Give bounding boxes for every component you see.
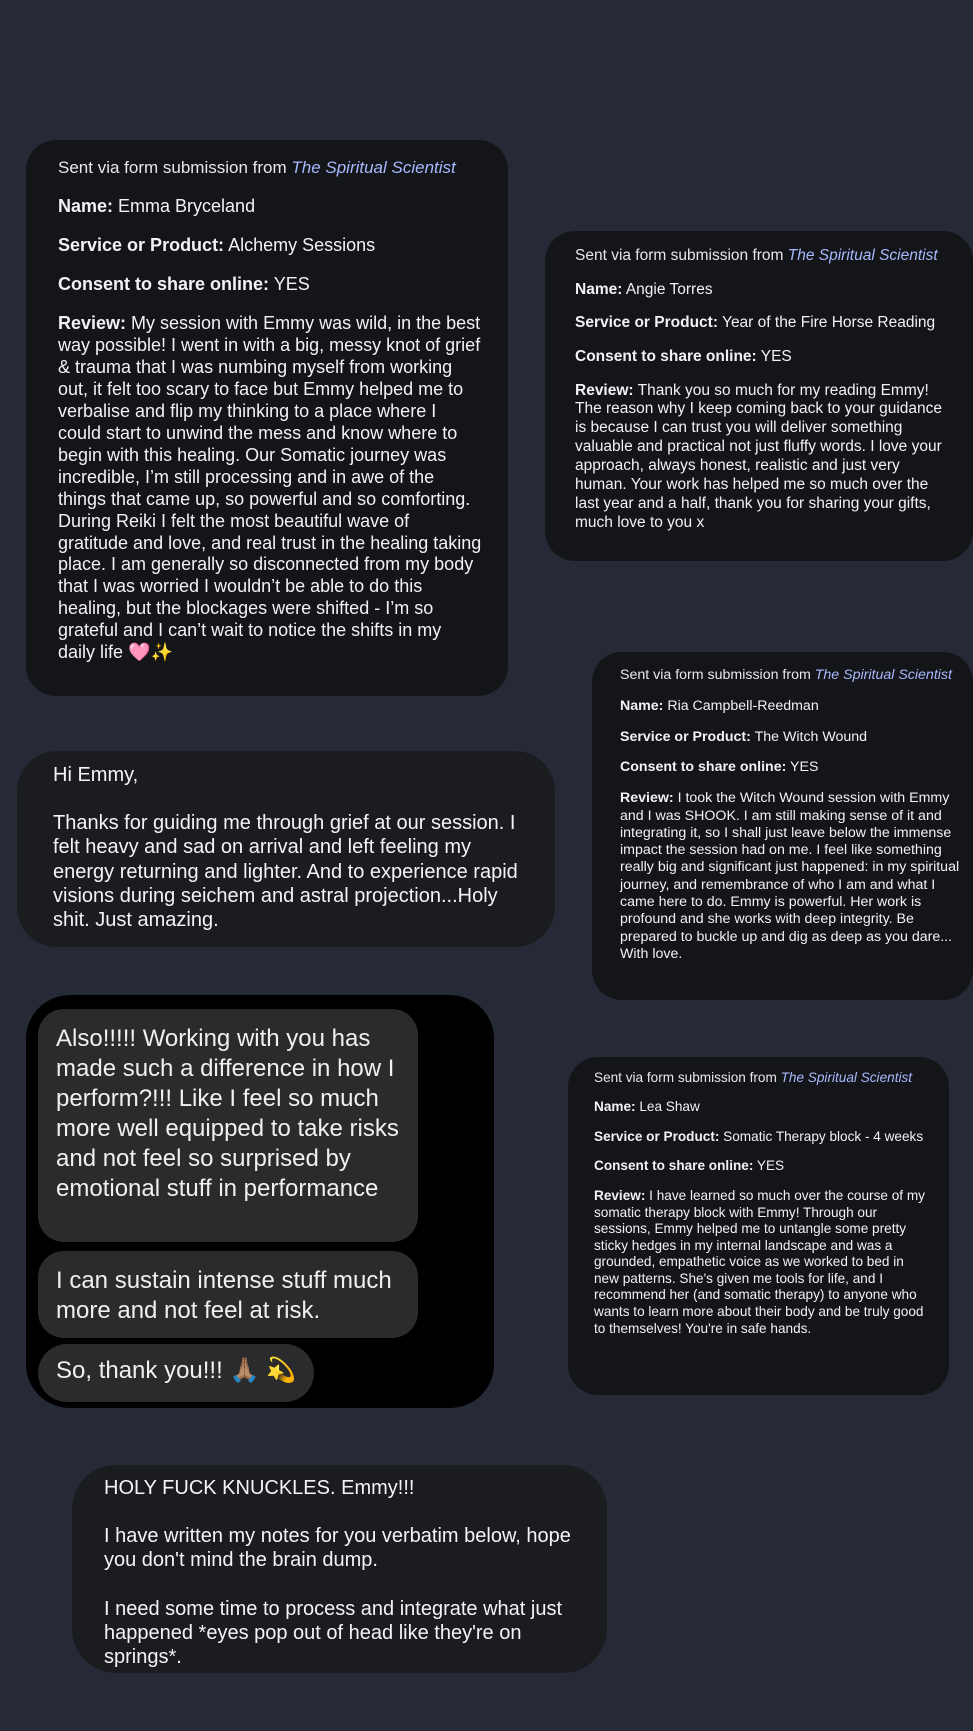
message-line: I need some time to process and integrate what just happened *eyes pop out of head like they're on springs*. xyxy=(104,1597,563,1668)
consent-field: Consent to share online: YES xyxy=(594,1158,785,1174)
consent-field: Consent to share online: YES xyxy=(575,347,792,365)
form-source-line: Sent via form submission from The Spiritual Scientist xyxy=(594,1070,913,1085)
name-field: Name: Emma Bryceland xyxy=(58,195,256,216)
message-body: Thanks for guiding me through grief at our session. I felt heavy and sad on arrival and left feeling my energy returning and lighter. And to experience rapid visions during seichem and astral projection...Holy shit. Just amazing. xyxy=(53,812,518,931)
source-link[interactable]: The Spiritual Scientist xyxy=(291,158,456,177)
message-greeting: Hi Emmy, xyxy=(53,764,139,786)
chat-thread xyxy=(26,995,494,1408)
service-field: Service or Product: Year of the Fire Horse Reading xyxy=(575,314,936,332)
review-field: Review: Thank you so much for my reading Emmy! The reason why I keep coming back to your guidance is because I can trust you will deliver something valuable and practical not just fluffy words. I love your approach, always honest, realistic and just very human. Your work has helped me so much over the last year and a half, thank you for sharing your gifts, much love to you x xyxy=(575,381,943,531)
source-link[interactable]: The Spiritual Scientist xyxy=(787,247,938,264)
review-field: Review: My session with Emmy was wild, in the best way possible! I went in with a big, messy knot of grief & trauma that I was numbing myself from working out, it felt too scary to face but Emmy helped me to verbalise and flip my thinking to a place where I could start to unwind the mess and know where to begin with this healing. Our Somatic journey was incredible, I’m still processing and in awe of the things that came up, so powerful and so comforting. During Reiki I felt the most beautiful wave of gratitude and love, and real trust in the healing taking place. I am generally so disconnected from my body that I was worried I wouldn’t be able to do this healing, but the blockages were shifted - I’m so grateful and I can’t wait to notice the shifts in my daily life 🩷✨ xyxy=(58,312,482,663)
review-card-ria xyxy=(592,652,973,1000)
message-card-notes xyxy=(72,1465,607,1673)
service-field: Service or Product: The Witch Wound xyxy=(620,728,868,745)
form-source-line: Sent via form submission from The Spiritual Scientist xyxy=(620,667,952,683)
message-card-grief xyxy=(17,751,555,947)
chat-bubble: So, thank you!!! 🙏🏽 💫 xyxy=(38,1344,314,1402)
review-card-emma xyxy=(26,140,508,696)
source-link[interactable]: The Spiritual Scientist xyxy=(814,667,952,683)
consent-field: Consent to share online: YES xyxy=(58,273,310,294)
chat-bubble: Also!!!!! Working with you has made such a difference in how I perform?!!! Like I feel so much more well equipped to take risks and not feel so surprised by emotional stuff in performance xyxy=(38,1009,418,1242)
source-link[interactable]: The Spiritual Scientist xyxy=(780,1070,913,1085)
review-field: Review: I took the Witch Wound session with Emmy and I was SHOOK. I am still making sense of it and integrating it, so I shall just leave below the immense impact the session had on me. I feel like something really big and significant just happened: in my spiritual journey, and remembrance of who I am and what I came here to do. Emmy is powerful. Her work is profound and she works with deep integrity. Be prepared to buckle up and dig as deep as you dare... With love. xyxy=(620,790,960,962)
service-field: Service or Product: Somatic Therapy block - 4 weeks xyxy=(594,1128,924,1144)
name-field: Name: Ria Campbell-Reedman xyxy=(620,697,819,714)
message-line: I have written my notes for you verbatim below, hope you don't mind the brain dump. xyxy=(104,1525,571,1572)
message-line: HOLY FUCK KNUCKLES. Emmy!!! xyxy=(104,1477,415,1499)
consent-field: Consent to share online: YES xyxy=(620,759,819,776)
chat-bubble: I can sustain intense stuff much more and not feel at risk. xyxy=(38,1251,418,1338)
review-card-angie xyxy=(545,231,973,561)
review-card-lea xyxy=(568,1057,949,1395)
name-field: Name: Angie Torres xyxy=(575,280,713,298)
form-source-line: Sent via form submission from The Spiritual Scientist xyxy=(58,158,456,177)
service-field: Service or Product: Alchemy Sessions xyxy=(58,234,376,255)
review-field: Review: I have learned so much over the course of my somatic therapy block with Emmy! Through our sessions, Emmy helped me to untangle some pretty sticky hedges in my internal landscape and was a grounded, empathetic voice as we worked to bed in new patterns. She's given me tools for life, and I recommend her (and somatic therapy) to anyone who wants to learn more about their body and be truly good to themselves! You're in safe hands. xyxy=(594,1187,925,1336)
form-source-line: Sent via form submission from The Spiritual Scientist xyxy=(575,247,938,264)
name-field: Name: Lea Shaw xyxy=(594,1099,700,1115)
